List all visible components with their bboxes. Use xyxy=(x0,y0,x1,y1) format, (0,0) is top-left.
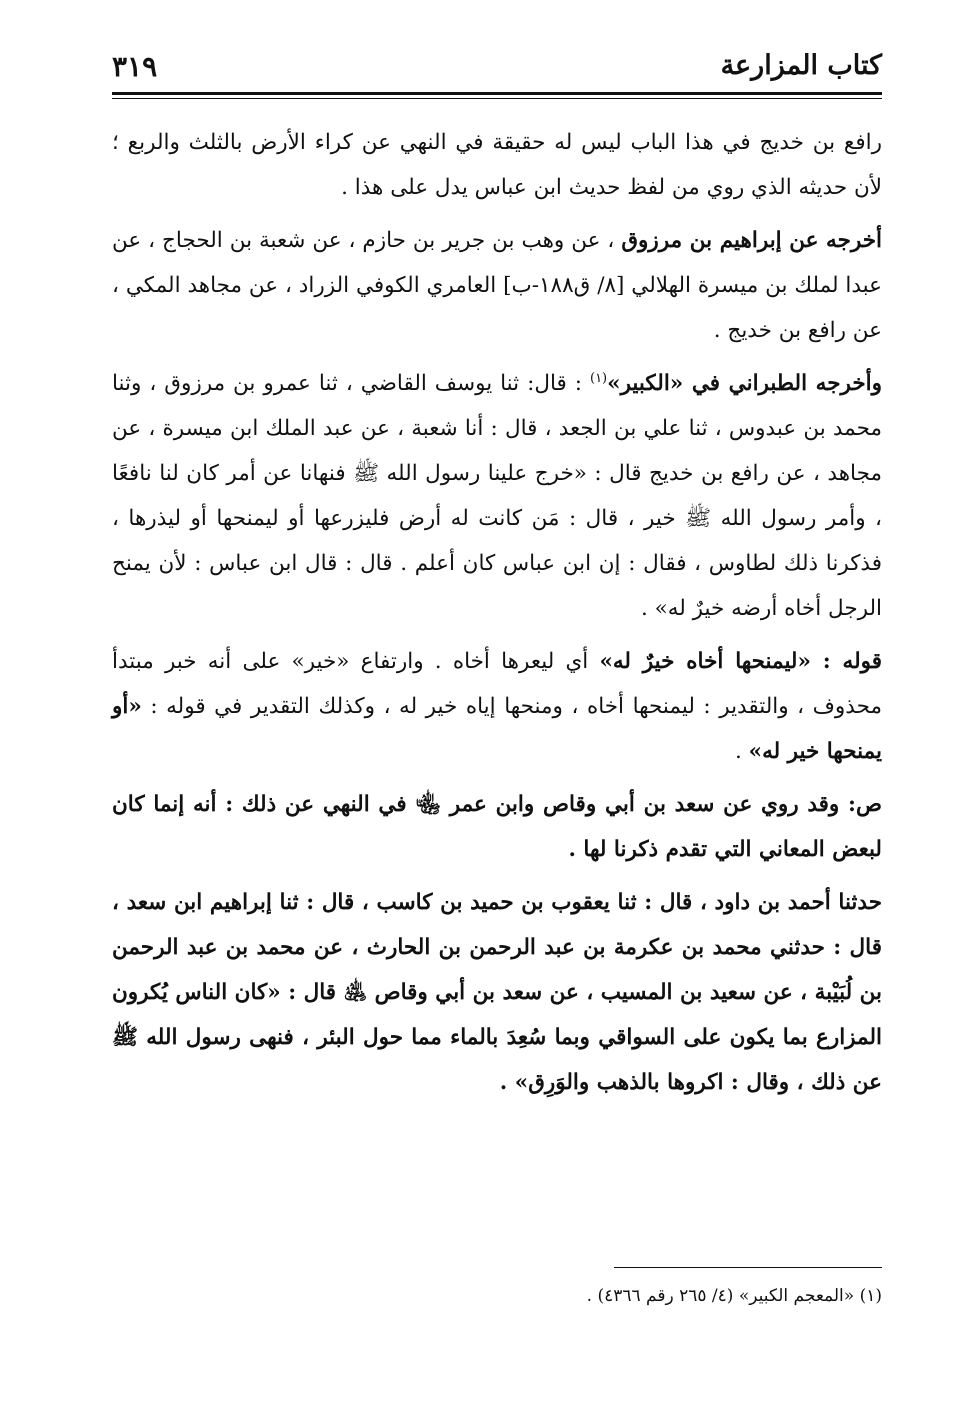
text-run: . xyxy=(734,739,749,764)
text-run: «أو يمنحها خير له» xyxy=(112,694,882,764)
header-rule-thin xyxy=(112,98,882,99)
chapter-title: كتاب المزارعة xyxy=(720,50,882,81)
paragraph xyxy=(112,782,882,872)
footnote: (١) «المعجم الكبير» (٤/ ٢٦٥ رقم ٤٣٦٦) . xyxy=(586,1286,882,1306)
text-run: وأخرجه الطبراني في «الكبير» xyxy=(607,371,882,396)
footnote-marker: (١) xyxy=(589,370,608,386)
body-text xyxy=(112,120,882,1113)
page-header xyxy=(112,50,882,90)
text-run: : قال: ثنا يوسف القاضي ، ثنا عمرو بن مرزوق ، وثنا محمد بن عبدوس ، ثنا علي بن الجعد ، قال : أنا شعبة ، عن عبد الملك ابن ميسرة ، عن مجاهد ، عن رافع بن خديج قال : «خرج علينا رسول الله ﷺ فنهانا عن أمر كان لنا نافعًا ، وأمر رسول الله ﷺ خير ، قال : مَن كانت له أرض فليزرعها أو ليمنحها أو ليذرها ، فذكرنا ذلك لطاوس ، فقال : إن ابن عباس كان أعلم . قال : قال ابن عباس : لأن يمنح الرجل أخاه أرضه خيرٌ له» . xyxy=(112,371,882,621)
text-run: قوله : «ليمنحها أخاه خيرٌ له» xyxy=(599,649,883,674)
paragraph xyxy=(112,639,882,774)
text-run: ، عن وهب بن جرير بن حازم ، عن شعبة بن الحجاج ، عن عبدا لملك بن ميسرة الهلالي [٨/ ق١٨٨-ب] العامري الكوفي الزراد ، عن مجاهد المكي ، عن رافع بن خديج . xyxy=(112,228,883,343)
paragraph xyxy=(112,361,882,631)
text-run: حدثنا أحمد بن داود ، قال : ثنا يعقوب بن حميد بن كاسب ، قال : ثنا إبراهيم ابن سعد ، قال : حدثني محمد بن عكرمة بن عبد الرحمن بن الحارث ، عن محمد بن عبد الرحمن بن لُبَيْبة ، عن سعيد بن المسيب ، عن سعد بن أبي وقاص ﵁ قال : «كان الناس يُكرون المزارع بما يكون على السواقي وبما سُعِدَ بالماء مما حول البئر ، فنهى رسول الله ﷺ عن ذلك ، وقال : اكروها بالذهب والوَرِق» . xyxy=(112,890,882,1095)
text-run: رافع بن خديج في هذا الباب ليس له حقيقة في النهي عن كراء الأرض بالثلث والربع ؛ لأن حديثه الذي روي من لفظ حديث ابن عباس يدل على هذا . xyxy=(112,130,882,200)
footnote-separator xyxy=(614,1267,882,1268)
paragraph xyxy=(112,880,882,1105)
paragraph xyxy=(112,120,882,210)
text-run: أي ليعرها أخاه . وارتفاع «خير» على أنه خبر مبتدأ محذوف ، والتقدير : ليمنحها أخاه ، ومنحها إياه خير له ، وكذلك التقدير في قوله : xyxy=(112,649,882,719)
paragraph xyxy=(112,218,882,353)
text-run: ص: وقد روي عن سعد بن أبي وقاص وابن عمر ﵄ في النهي عن ذلك : أنه إنما كان لبعض المعاني التي تقدم ذكرنا لها . xyxy=(112,792,882,862)
header-rule-thick xyxy=(112,92,882,95)
text-run: أخرجه عن إبراهيم بن مرزوق xyxy=(621,228,882,253)
page-number: ٣١٩ xyxy=(112,50,158,83)
